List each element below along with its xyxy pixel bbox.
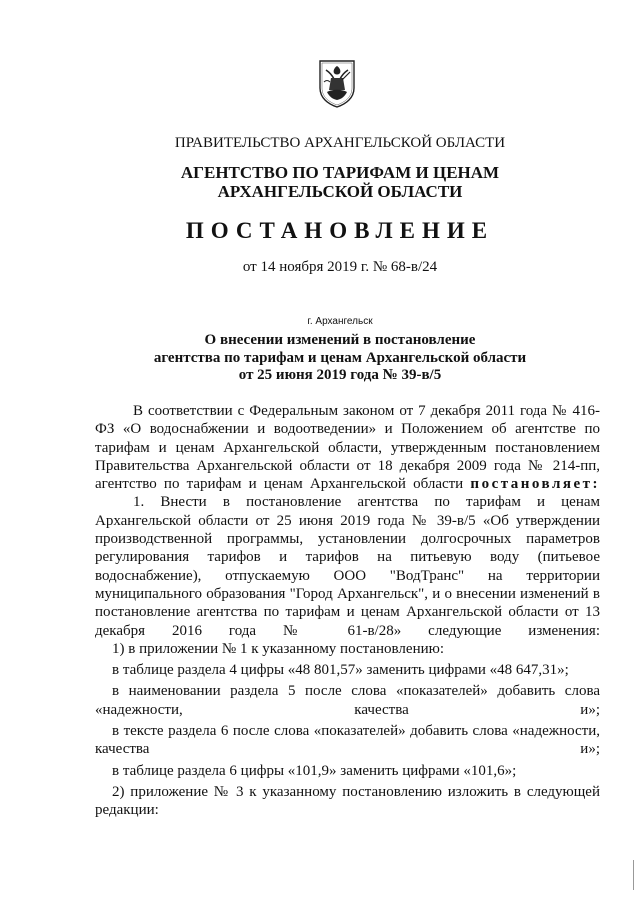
subject-line-2: агентства по тарифам и ценам Архангельской области	[153, 349, 527, 366]
subject-line-1: О внесении изменений в постановление	[204, 332, 476, 348]
document-body	[95, 402, 600, 820]
agency-title-line-2: АРХАНГЕЛЬСКОЙ ОБЛАСТИ	[217, 182, 463, 201]
body-paragraph-section-6-text: в тексте раздела 6 после слова «показателей» добавить слова «надежности, качества и»;	[95, 723, 600, 758]
body-paragraph-preamble	[95, 402, 600, 493]
document-type-heading: ПОСТАНОВЛЕНИЕ	[185, 218, 495, 243]
document-date-number: от 14 ноября 2019 г. № 68-в/24	[242, 259, 438, 275]
body-paragraph-section-5: в наименовании раздела 5 после слова «показателей» добавить слова «надежности, качества и»;	[95, 683, 600, 718]
government-title: ПРАВИТЕЛЬСТВО АРХАНГЕЛЬСКОЙ ОБЛАСТИ	[174, 135, 506, 151]
coat-of-arms-emblem	[318, 58, 356, 108]
body-paragraph-subitem-2: 2) приложение № 3 к указанному постановлению изложить в следующей редакции:	[95, 783, 600, 819]
preamble-text: В соответствии с Федеральным законом от 7 декабря 2011 года № 416-ФЗ «О водоснабжении и водоотведении» и Положением об агентстве по тарифам и ценам Архангельской области, утвержденным постановлением Правительства Архангельской области от 18 декабря 2009 года № 214-пп, агентство по тарифам и ценам Архангельской области	[95, 403, 600, 493]
agency-title	[60, 163, 620, 201]
body-paragraph-table-4: в таблице раздела 4 цифры «48 801,57» заменить цифрами «48 647,31»;	[112, 662, 569, 679]
body-paragraph-section-6-table: в таблице раздела 6 цифры «101,9» заменить цифрами «101,6»;	[112, 762, 517, 779]
document-city: г. Архангельск	[307, 316, 373, 327]
body-paragraph-subitem-1: 1) в приложении № 1 к указанному постановлению:	[112, 640, 444, 657]
subject-line-3: от 25 июня 2019 года № 39-в/5	[238, 367, 442, 383]
document-subject	[60, 332, 620, 385]
body-paragraph-item-1: 1. Внести в постановление агентства по тарифам и ценам Архангельской области от 25 июня 2019 года № 39-в/5 «Об утверждении производственной программы, установлении долгосрочных параметров регулирования тарифов и тарифов на питьевую воду (питьевое водоснабжение), отпускаемую ООО "ВодТранс" на территории муниципального образования "Город Архангельск", и о внесении изменений в постановление агентства по тарифам и ценам Архангельской области от 13 декабря 2016 года № 61-в/28» следующие изменения:	[95, 494, 600, 639]
resolves-keyword: постановляет:	[470, 476, 600, 493]
scan-edge-mark	[633, 860, 634, 890]
agency-title-line-1: АГЕНТСТВО ПО ТАРИФАМ И ЦЕНАМ	[180, 163, 500, 182]
